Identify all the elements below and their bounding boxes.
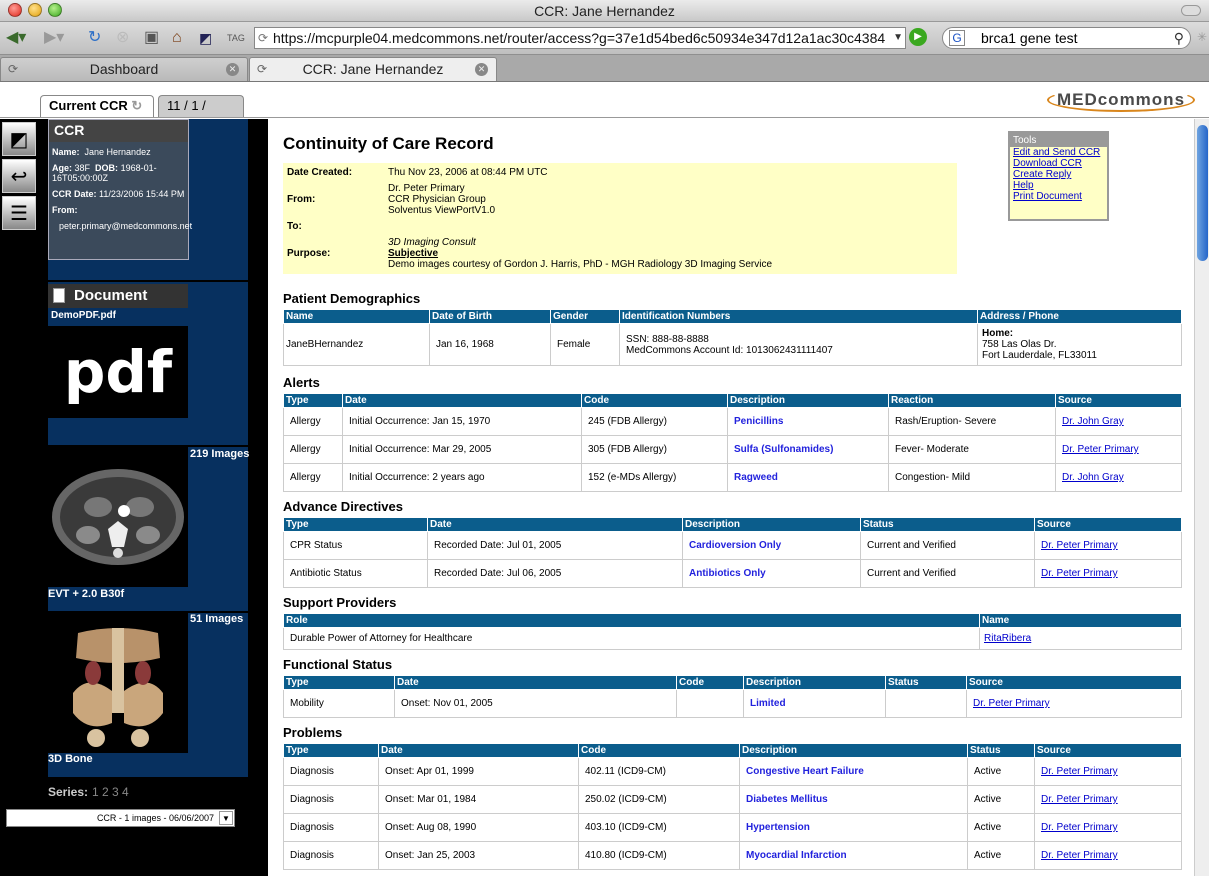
source-link[interactable]: Dr. John Gray bbox=[1062, 416, 1124, 427]
tab-ccr[interactable] bbox=[249, 57, 497, 81]
go-button-icon[interactable]: ▶ bbox=[909, 28, 927, 46]
reaction-cell: Fever- Moderate bbox=[889, 436, 1056, 464]
column-header: Description bbox=[740, 744, 968, 758]
description-link[interactable]: Diabetes Mellitus bbox=[740, 786, 968, 814]
site-icon: ⟳ bbox=[258, 31, 269, 45]
code-cell bbox=[677, 690, 744, 718]
ssn-value: SSN: 888-88-8888 bbox=[626, 333, 709, 345]
document-header: Document bbox=[48, 284, 188, 308]
chevron-down-icon[interactable]: ▼ bbox=[219, 811, 233, 825]
print-document-link[interactable]: Print Document bbox=[1013, 191, 1082, 202]
status-cell: Active bbox=[968, 842, 1035, 870]
directives-table bbox=[283, 517, 1182, 588]
table-row bbox=[284, 690, 1182, 718]
tab-label: Dashboard bbox=[89, 61, 159, 77]
vertical-scrollbar[interactable] bbox=[1194, 119, 1209, 876]
demographics-title: Patient Demographics bbox=[283, 291, 421, 306]
from-line-1: Dr. Peter Primary bbox=[388, 183, 465, 194]
description-link[interactable]: Congestive Heart Failure bbox=[740, 758, 968, 786]
purpose-line-1: 3D Imaging Consult bbox=[388, 237, 476, 248]
series-selector bbox=[48, 785, 129, 799]
page-title: Continuity of Care Record bbox=[283, 134, 494, 153]
column-header: Date bbox=[428, 518, 683, 532]
stop-icon[interactable]: ⊗ bbox=[116, 29, 130, 46]
patient-name: Jane Hernandez bbox=[84, 147, 151, 157]
account-id: MedCommons Account Id: 1013062431111407 bbox=[626, 344, 833, 356]
description-link[interactable]: Limited bbox=[744, 690, 886, 718]
pdf-thumbnail[interactable] bbox=[48, 326, 188, 418]
description-link[interactable]: Ragweed bbox=[728, 464, 889, 492]
column-header: Source bbox=[1035, 744, 1182, 758]
series2-name: 3D Bone bbox=[48, 753, 93, 765]
ccr-document-area bbox=[268, 119, 1194, 876]
window-titlebar bbox=[0, 0, 1209, 22]
column-header: Gender bbox=[551, 310, 620, 324]
ccr-header-box bbox=[283, 163, 957, 274]
address-bar[interactable] bbox=[254, 27, 906, 49]
forward-arrow-icon[interactable]: ▶▾ bbox=[44, 29, 65, 46]
column-header: Description bbox=[728, 394, 889, 408]
type-cell: Diagnosis bbox=[284, 842, 379, 870]
status-cell: Active bbox=[968, 814, 1035, 842]
download-ccr-link[interactable]: Download CCR bbox=[1013, 158, 1082, 169]
source-link[interactable]: Dr. Peter Primary bbox=[973, 698, 1050, 709]
source-link[interactable]: Dr. Peter Primary bbox=[1041, 850, 1118, 861]
column-header: Date of Birth bbox=[430, 310, 551, 324]
patient-name-cell: JaneBHernandez bbox=[284, 324, 430, 366]
column-header: Role bbox=[284, 614, 980, 628]
description-link[interactable]: Sulfa (Sulfonamides) bbox=[728, 436, 889, 464]
bookmark-icon[interactable]: ◩ bbox=[199, 30, 213, 46]
age-label: Age: bbox=[52, 163, 72, 173]
reaction-cell: Congestion- Mild bbox=[889, 464, 1056, 492]
table-row bbox=[284, 786, 1182, 814]
source-link[interactable]: Dr. Peter Primary bbox=[1041, 568, 1118, 579]
alerts-title: Alerts bbox=[283, 375, 320, 390]
series1-name: EVT + 2.0 B30f bbox=[48, 588, 125, 600]
column-header: Date bbox=[379, 744, 579, 758]
column-header: Date bbox=[343, 394, 582, 408]
purpose-line-3: Demo images courtesy of Gordon J. Harris, PhD - MGH Radiology 3D Imaging Service bbox=[388, 259, 773, 270]
table-row bbox=[284, 436, 1182, 464]
problems-table bbox=[283, 743, 1182, 870]
window-title: CCR: Jane Hernandez bbox=[534, 3, 675, 19]
browser-toolbar bbox=[0, 22, 1209, 55]
table-row bbox=[284, 758, 1182, 786]
provider-name-link[interactable]: RitaRibera bbox=[984, 633, 1032, 644]
table-row bbox=[284, 464, 1182, 492]
pdf-filename: DemoPDF.pdf bbox=[51, 310, 116, 321]
table-row bbox=[284, 842, 1182, 870]
tools-title: Tools bbox=[1010, 133, 1107, 147]
url-dropdown-icon[interactable]: ▼ bbox=[890, 28, 903, 48]
code-cell: 245 (FDB Allergy) bbox=[582, 408, 728, 436]
demographics-table bbox=[283, 309, 1182, 366]
reload-icon[interactable]: ↻ bbox=[88, 29, 102, 46]
code-cell: 410.80 (ICD9-CM) bbox=[579, 842, 740, 870]
table-row bbox=[284, 324, 1182, 366]
column-header: Code bbox=[582, 394, 728, 408]
type-cell: Diagnosis bbox=[284, 758, 379, 786]
close-tab-icon[interactable]: ✕ bbox=[226, 63, 239, 76]
help-link[interactable]: Help bbox=[1013, 180, 1034, 191]
back-arrow-icon[interactable]: ◀▾ bbox=[6, 29, 27, 46]
from-line-3: Solventus ViewPortV1.0 bbox=[388, 205, 496, 216]
table-row bbox=[284, 560, 1182, 588]
column-header: Reaction bbox=[889, 394, 1056, 408]
date-cell: Initial Occurrence: Mar 29, 2005 bbox=[343, 436, 582, 464]
reaction-cell: Rash/Eruption- Severe bbox=[889, 408, 1056, 436]
status-cell: Current and Verified bbox=[861, 560, 1035, 588]
source-link[interactable]: Dr. Peter Primary bbox=[1041, 822, 1118, 833]
ccr-box-title: CCR bbox=[49, 120, 188, 142]
column-header: Source bbox=[1056, 394, 1182, 408]
select-value: CCR - 1 images - 06/06/2007 bbox=[96, 813, 214, 823]
column-header: Type bbox=[284, 518, 428, 532]
search-field[interactable] bbox=[942, 27, 1191, 49]
functional-title: Functional Status bbox=[283, 657, 393, 672]
purpose-label: Purpose: bbox=[287, 248, 331, 259]
type-cell: Diagnosis bbox=[284, 814, 379, 842]
date-cell: Recorded Date: Jul 01, 2005 bbox=[428, 532, 683, 560]
from-line-2: CCR Physician Group bbox=[388, 194, 486, 205]
table-row bbox=[284, 532, 1182, 560]
column-header: Name bbox=[284, 310, 430, 324]
problems-title: Problems bbox=[283, 725, 343, 740]
tab-dashboard[interactable] bbox=[0, 57, 248, 81]
code-cell: 305 (FDB Allergy) bbox=[582, 436, 728, 464]
code-cell: 402.11 (ICD9-CM) bbox=[579, 758, 740, 786]
table-row bbox=[284, 628, 1182, 650]
toolbar-toggle-button[interactable] bbox=[1181, 5, 1201, 16]
source-link[interactable]: Dr. Peter Primary bbox=[1041, 766, 1118, 777]
to-label: To: bbox=[287, 221, 302, 232]
date-created-label: Date Created: bbox=[287, 167, 353, 178]
type-cell: CPR Status bbox=[284, 532, 428, 560]
type-cell: Allergy bbox=[284, 464, 343, 492]
date-cell: Recorded Date: Jul 06, 2005 bbox=[428, 560, 683, 588]
column-header: Description bbox=[744, 676, 886, 690]
column-header: Type bbox=[284, 394, 343, 408]
date-cell: Onset: Nov 01, 2005 bbox=[395, 690, 677, 718]
window-level-icon[interactable]: ◩ bbox=[2, 122, 36, 156]
back-curve-icon[interactable]: ↩ bbox=[2, 159, 36, 193]
column-header: Source bbox=[967, 676, 1182, 690]
type-cell: Diagnosis bbox=[284, 786, 379, 814]
tag-icon[interactable]: TAG bbox=[227, 33, 245, 43]
ccr-date-label: CCR Date: bbox=[52, 189, 97, 199]
type-cell: Allergy bbox=[284, 408, 343, 436]
status-cell: Active bbox=[968, 786, 1035, 814]
ccr-tab-bar bbox=[0, 83, 1209, 118]
tab-label: Current CCR bbox=[49, 98, 128, 113]
3d-bone-thumbnail[interactable] bbox=[48, 613, 188, 753]
tab-label: 11 / 1 / bbox=[167, 98, 206, 113]
from-email: peter.primary@medcommons.net bbox=[59, 221, 193, 231]
browser-tab-bar bbox=[0, 55, 1209, 82]
alerts-table bbox=[283, 393, 1182, 492]
code-cell: 250.02 (ICD9-CM) bbox=[579, 786, 740, 814]
column-header: Name bbox=[980, 614, 1182, 628]
column-header: Code bbox=[677, 676, 744, 690]
support-title: Support Providers bbox=[283, 595, 397, 610]
column-header: Status bbox=[886, 676, 967, 690]
column-header: Status bbox=[861, 518, 1035, 532]
left-sidebar bbox=[0, 119, 268, 876]
ccr-version-select[interactable] bbox=[6, 809, 235, 827]
search-icon[interactable]: ⚲ bbox=[1173, 30, 1184, 46]
source-link[interactable]: Dr. John Gray bbox=[1062, 472, 1124, 483]
description-link[interactable]: Myocardial Infarction bbox=[740, 842, 968, 870]
table-row bbox=[284, 814, 1182, 842]
description-link[interactable]: Hypertension bbox=[740, 814, 968, 842]
home-icon[interactable]: ⌂ bbox=[172, 29, 182, 46]
gender-cell: Female bbox=[551, 324, 620, 366]
column-header: Type bbox=[284, 676, 395, 690]
date-cell: Initial Occurrence: Jan 15, 1970 bbox=[343, 408, 582, 436]
status-cell: Active bbox=[968, 758, 1035, 786]
type-cell: Mobility bbox=[284, 690, 395, 718]
edit-send-ccr-link[interactable]: Edit and Send CCR bbox=[1013, 147, 1101, 158]
layout-list-icon[interactable]: ☰ bbox=[2, 196, 36, 230]
refresh-icon[interactable]: ↻ bbox=[131, 98, 143, 113]
new-tab-icon[interactable]: ▣ bbox=[144, 29, 160, 46]
column-header: Date bbox=[395, 676, 677, 690]
status-cell bbox=[886, 690, 967, 718]
address-line-2: Fort Lauderdale, FL33011 bbox=[982, 350, 1097, 361]
code-cell: 403.10 (ICD9-CM) bbox=[579, 814, 740, 842]
site-icon: ⟳ bbox=[8, 62, 19, 76]
from-label: From: bbox=[287, 194, 316, 205]
column-header: Identification Numbers bbox=[620, 310, 978, 324]
tab-ccr-date[interactable] bbox=[158, 95, 244, 117]
create-reply-link[interactable]: Create Reply bbox=[1013, 169, 1072, 180]
tab-current-ccr[interactable] bbox=[40, 95, 154, 117]
id-cell bbox=[620, 324, 978, 366]
table-row bbox=[284, 408, 1182, 436]
date-created: Thu Nov 23, 2006 at 08:44 PM UTC bbox=[388, 167, 548, 178]
description-link[interactable]: Cardioversion Only bbox=[683, 532, 861, 560]
home-label: Home: bbox=[982, 328, 1014, 339]
series2-image-count: 51 Images bbox=[190, 613, 244, 625]
ccr-date: 11/23/2006 15:44 PM bbox=[99, 189, 185, 199]
tab-label: CCR: Jane Hernandez bbox=[302, 61, 444, 77]
status-cell: Current and Verified bbox=[861, 532, 1035, 560]
document-icon bbox=[53, 288, 65, 303]
series1-image-count: 219 Images bbox=[190, 448, 250, 460]
code-cell: 152 (e-MDs Allergy) bbox=[582, 464, 728, 492]
ccr-summary-box[interactable] bbox=[48, 119, 193, 260]
column-header: Status bbox=[968, 744, 1035, 758]
purpose-line-2: Subjective bbox=[388, 248, 439, 259]
type-cell: Allergy bbox=[284, 436, 343, 464]
column-header: Type bbox=[284, 744, 379, 758]
address-line-1: 758 Las Olas Dr. bbox=[982, 339, 1057, 350]
description-link[interactable]: Penicillins bbox=[728, 408, 889, 436]
dob-cell: Jan 16, 1968 bbox=[430, 324, 551, 366]
scrollbar-thumb[interactable] bbox=[1197, 125, 1208, 261]
column-header: Description bbox=[683, 518, 861, 532]
url-text: https://mcpurple04.medcommons.net/router/access?g=37e1d54bed6c50934e347d12a1ac30c4384 bbox=[273, 30, 886, 46]
name-label: Name: bbox=[52, 147, 80, 157]
activity-spinner-icon: ✳ bbox=[1196, 30, 1207, 44]
dob-label: DOB: bbox=[95, 163, 119, 173]
patient-dob: 1968-01-16T05:00:00Z bbox=[52, 163, 157, 183]
close-tab-icon[interactable]: ✕ bbox=[475, 63, 488, 76]
date-cell: Initial Occurrence: 2 years ago bbox=[343, 464, 582, 492]
source-link[interactable]: Dr. Peter Primary bbox=[1041, 794, 1118, 805]
column-header: Code bbox=[579, 744, 740, 758]
column-header: Source bbox=[1035, 518, 1182, 532]
series-label: Series: bbox=[48, 785, 89, 799]
date-cell: Onset: Mar 01, 1984 bbox=[379, 786, 579, 814]
date-cell: Onset: Aug 08, 1990 bbox=[379, 814, 579, 842]
date-cell: Onset: Jan 25, 2003 bbox=[379, 842, 579, 870]
column-header: Address / Phone bbox=[978, 310, 1182, 324]
medcommons-logo: MEDcommons bbox=[1047, 86, 1195, 114]
pdf-glyph: pdf bbox=[63, 338, 173, 406]
google-icon[interactable]: G bbox=[949, 30, 965, 46]
type-cell: Antibiotic Status bbox=[284, 560, 428, 588]
directives-title: Advance Directives bbox=[283, 499, 403, 514]
date-cell: Onset: Apr 01, 1999 bbox=[379, 758, 579, 786]
description-link[interactable]: Antibiotics Only bbox=[683, 560, 861, 588]
from-label: From: bbox=[52, 205, 78, 215]
series-numbers[interactable]: 1 2 3 4 bbox=[92, 785, 129, 799]
address-cell bbox=[978, 324, 1182, 366]
ct-scan-thumbnail[interactable] bbox=[48, 447, 188, 587]
role-cell: Durable Power of Attorney for Healthcare bbox=[284, 628, 980, 650]
source-link[interactable]: Dr. Peter Primary bbox=[1062, 444, 1139, 455]
support-table bbox=[283, 613, 1182, 650]
source-link[interactable]: Dr. Peter Primary bbox=[1041, 540, 1118, 551]
site-icon: ⟳ bbox=[257, 62, 268, 76]
functional-table bbox=[283, 675, 1182, 718]
search-text: brca1 gene test bbox=[981, 30, 1078, 46]
patient-age: 38F bbox=[74, 163, 91, 173]
tools-box bbox=[1008, 131, 1109, 221]
